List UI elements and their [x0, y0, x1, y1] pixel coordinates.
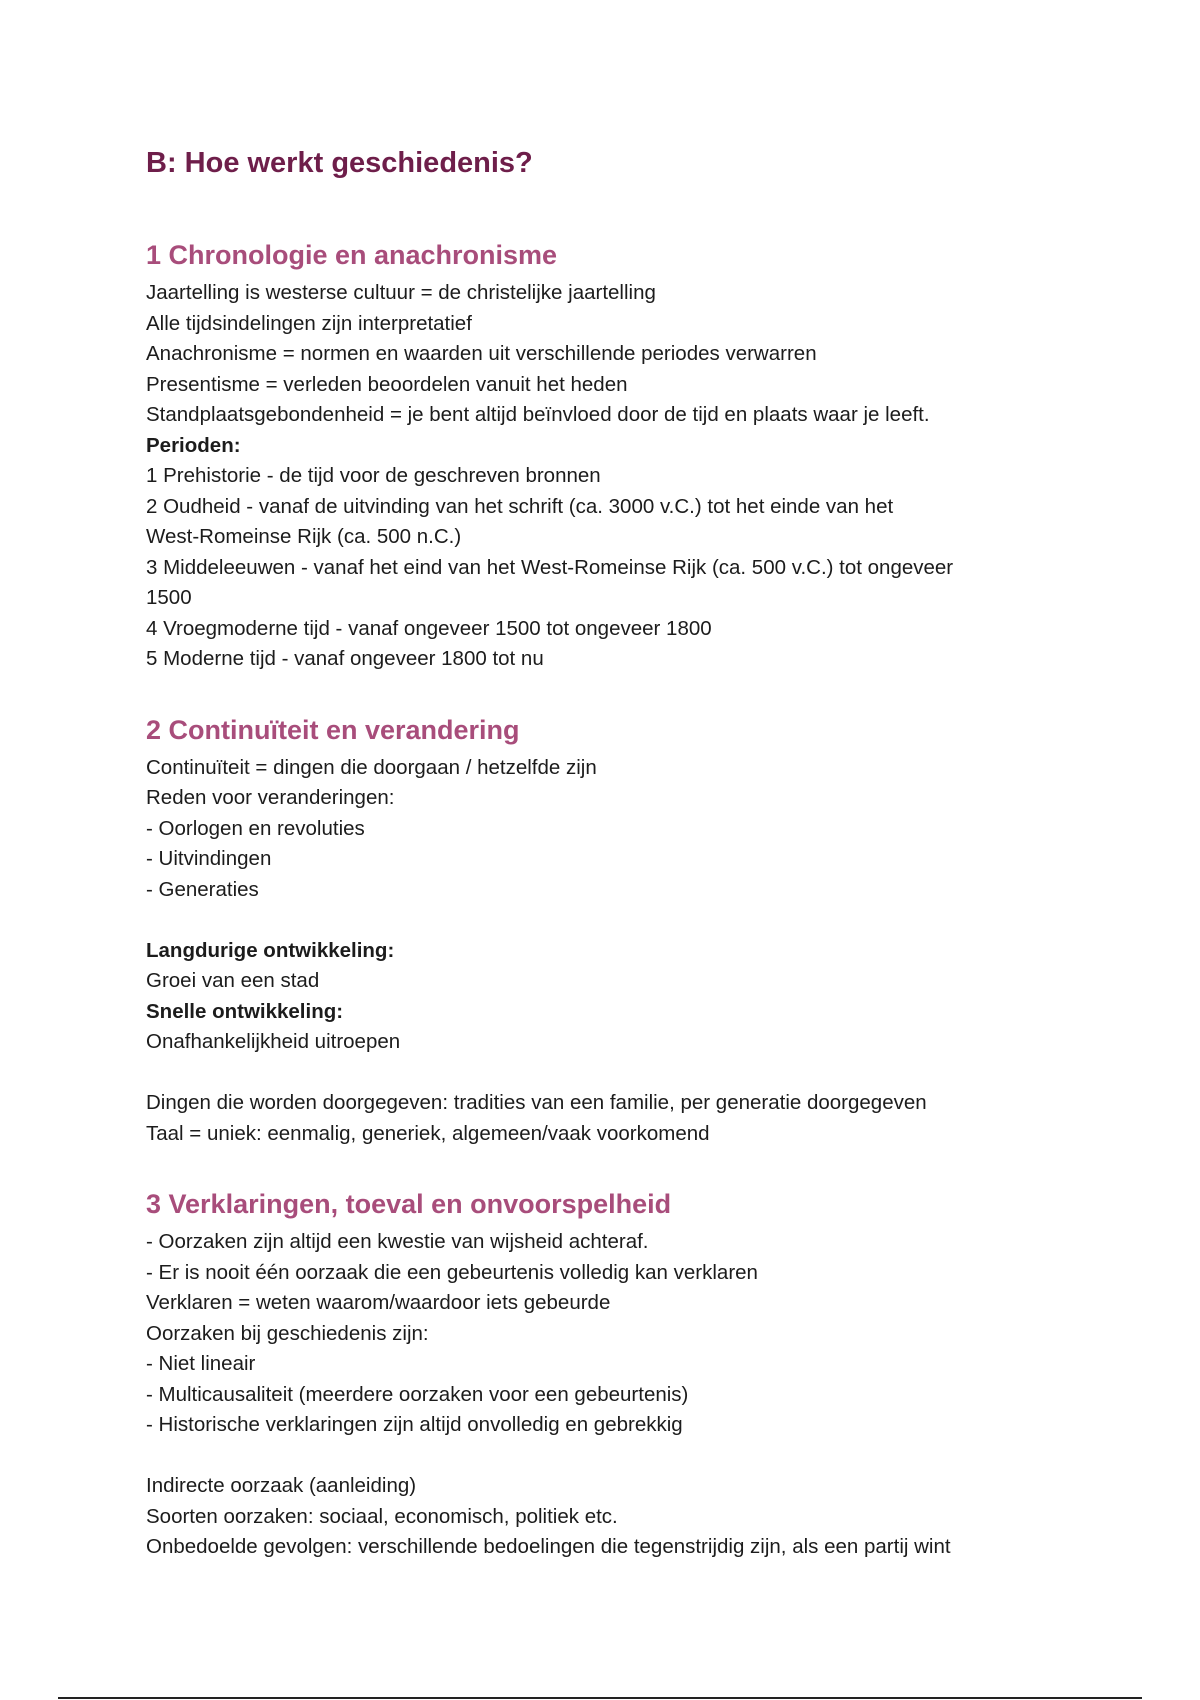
section-continuiteit: [146, 711, 1066, 1150]
text-line: Anachronisme = normen en waarden uit verschillende periodes verwarren: [146, 342, 817, 365]
text-line: Taal = uniek: eenmalig, generiek, algemeen/vaak voorkomend: [146, 1121, 710, 1145]
text-line: Continuïteit = dingen die doorgaan / hetzelfde zijn: [146, 755, 597, 779]
list-item: 5 Moderne tijd - vanaf ongeveer 1800 tot nu: [146, 647, 544, 670]
list-item: - Er is nooit één oorzaak die een gebeurtenis volledig kan verklaren: [146, 1260, 758, 1284]
list-item: - Multicausaliteit (meerdere oorzaken voor een gebeurtenis): [146, 1382, 689, 1406]
section-heading: 3 Verklaringen, toeval en onvoorspelheid: [146, 1189, 672, 1219]
list-item: - Historische verklaringen zijn altijd onvolledig en gebrekkig: [146, 1413, 683, 1436]
section-chronologie: [146, 236, 1066, 675]
document-page: [146, 140, 1066, 1563]
page-title: B: Hoe werkt geschiedenis?: [146, 147, 533, 179]
text-line: Soorten oorzaken: sociaal, economisch, politiek etc.: [146, 1504, 618, 1528]
blank-line: [146, 1058, 1066, 1089]
text-line: Indirecte oorzaak (aanleiding): [146, 1474, 417, 1497]
text-line: Standplaatsgebondenheid = je bent altijd beïnvloed door de tijd en plaats waar je leeft.: [146, 403, 930, 426]
subheading-snel: Snelle ontwikkeling:: [146, 999, 344, 1023]
text-line: Alle tijdsindelingen zijn interpretatief: [146, 311, 472, 335]
list-item-continued: West-Romeinse Rijk (ca. 500 n.C.): [146, 525, 462, 548]
text-line: Oorzaken bij geschiedenis zijn:: [146, 1321, 429, 1345]
list-item: 4 Vroegmoderne tijd - vanaf ongeveer 1500 tot ongeveer 1800: [146, 616, 712, 640]
list-item: - Uitvindingen: [146, 847, 272, 870]
list-item: - Generaties: [146, 877, 259, 901]
page-bottom-rule: [58, 1697, 1142, 1699]
list-item: - Niet lineair: [146, 1352, 256, 1375]
section-heading: 1 Chronologie en anachronisme: [146, 240, 558, 270]
list-item: 1 Prehistorie - de tijd voor de geschreven bronnen: [146, 464, 601, 487]
text-line: Onbedoelde gevolgen: verschillende bedoelingen die tegenstrijdig zijn, als een partij wint: [146, 1535, 951, 1558]
text-line: Dingen die worden doorgegeven: tradities van een familie, per generatie doorgegeven: [146, 1091, 927, 1114]
text-line: Verklaren = weten waarom/waardoor iets gebeurde: [146, 1291, 611, 1314]
text-line: Reden voor veranderingen:: [146, 786, 395, 809]
list-item: 2 Oudheid - vanaf de uitvinding van het schrift (ca. 3000 v.C.) tot het einde van het: [146, 494, 894, 518]
text-line: Jaartelling is westerse cultuur = de christelijke jaartelling: [146, 281, 656, 304]
list-item-continued: 1500: [146, 586, 192, 609]
section-heading: 2 Continuïteit en verandering: [146, 714, 520, 745]
list-item: 3 Middeleeuwen - vanaf het eind van het West-Romeinse Rijk (ca. 500 v.C.) tot ongeveer: [146, 555, 954, 579]
list-item: - Oorzaken zijn altijd een kwestie van wijsheid achteraf.: [146, 1230, 649, 1253]
text-line: Onafhankelijkheid uitroepen: [146, 1030, 401, 1053]
text-line: Groei van een stad: [146, 969, 320, 992]
blank-line: [146, 1441, 1066, 1472]
subheading-perioden: Perioden:: [146, 433, 241, 457]
text-line: Presentisme = verleden beoordelen vanuit het heden: [146, 372, 628, 396]
blank-line: [146, 905, 1066, 936]
section-verklaringen: [146, 1185, 1066, 1563]
subheading-langdurig: Langdurige ontwikkeling:: [146, 938, 395, 962]
list-item: - Oorlogen en revoluties: [146, 816, 365, 840]
